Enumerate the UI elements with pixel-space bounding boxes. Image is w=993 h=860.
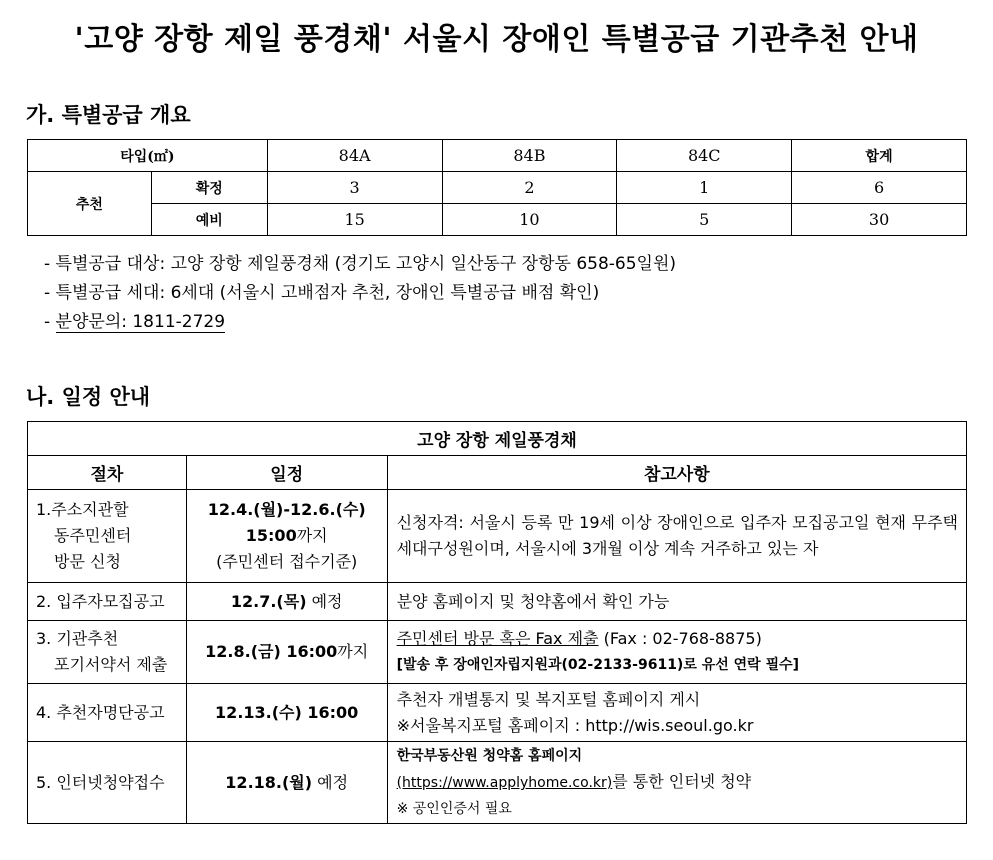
schedule-suffix: 예정: [306, 591, 343, 611]
procedure-cell: [28, 583, 187, 621]
table-cell: 2: [442, 172, 617, 204]
row-group-label: 추천: [28, 172, 152, 236]
schedule-date: 12.8.(금) 16:00: [205, 642, 338, 661]
column-header: 참고사항: [387, 456, 966, 490]
schedule-date: 12.4.(월)-12.6.(수): [207, 500, 366, 519]
schedule-cell: [186, 583, 387, 621]
procedure-line: 포기서약서 제출: [54, 655, 168, 674]
section-heading-overview: 가. 특별공급 개요: [26, 103, 191, 127]
table-cell: 3: [267, 172, 442, 204]
table-row: [28, 490, 967, 583]
table-cell: 30: [792, 204, 967, 236]
remarks-cell: [387, 583, 966, 621]
procedure-line: 5. 인터넷청약접수: [36, 772, 165, 792]
column-header: 84C: [617, 140, 792, 172]
procedure-line: 2. 입주자모집공고: [36, 591, 165, 611]
remarks-cell: [387, 684, 966, 742]
table-row: [28, 583, 967, 621]
schedule-suffix: 까지: [296, 526, 328, 545]
schedule-date: 12.13.(수) 16:00: [215, 702, 359, 722]
table-cell: 6: [792, 172, 967, 204]
column-header: 84B: [442, 140, 617, 172]
table-cell: 5: [617, 204, 792, 236]
procedure-line: 방문 신청: [54, 552, 121, 571]
schedule-cell: [186, 742, 387, 824]
table-cell: 1: [617, 172, 792, 204]
procedure-cell: [28, 684, 187, 742]
schedule-date: 12.7.(목): [230, 591, 307, 611]
remarks-note: ※ 공인인증서 필요: [396, 801, 512, 817]
applyhome-link[interactable]: (https://www.applyhome.co.kr): [396, 775, 613, 791]
schedule-date: 12.18.(월): [225, 772, 313, 792]
remarks-text: 분양 홈페이지 및 청약홈에서 확인 가능: [396, 591, 670, 611]
remarks-warning: [발송 후 장애인자립지원과(02-2133-9611)로 유선 연락 필수]: [396, 657, 800, 673]
column-header: 절차: [28, 456, 187, 490]
table-row: [28, 621, 967, 684]
row-label: 예비: [151, 204, 267, 236]
procedure-line: 동주민센터: [54, 526, 132, 545]
remarks-cell: [387, 621, 966, 684]
schedule-suffix: 까지: [337, 642, 369, 661]
column-header: 합계: [792, 140, 967, 172]
row-label: 확정: [151, 172, 267, 204]
contact-text: 분양문의: 1811-2729: [55, 312, 226, 332]
remarks-text: 신청자격: 서울시 등록 만 19세 이상 장애인으로 입주자 모집공고일 현재 무주택 세대구성원이며, 서울시에 3개월 이상 계속 거주하고 있는 자: [396, 513, 958, 558]
table-cell: 10: [442, 204, 617, 236]
table-caption: 고양 장항 제일풍경채: [28, 422, 967, 456]
fax-number: (Fax : 02-768-8875): [598, 629, 762, 648]
schedule-cell: [186, 684, 387, 742]
remarks-text: 한국부동산원 청약홈 홈페이지: [396, 748, 583, 764]
procedure-line: 3. 기관추천: [36, 629, 119, 648]
column-header: 84A: [267, 140, 442, 172]
remarks-text: 주민센터 방문 혹은 Fax 제출: [396, 629, 599, 648]
schedule-cell: [186, 621, 387, 684]
supply-overview-table: [27, 139, 967, 236]
table-row: [28, 172, 967, 204]
caption-row: [28, 422, 967, 456]
procedure-line: 4. 추천자명단공고: [36, 702, 165, 722]
table-row: [28, 742, 967, 824]
procedure-cell: [28, 490, 187, 583]
contact-prefix: -: [44, 312, 56, 332]
remarks-cell: [387, 742, 966, 824]
remarks-url: ※서울복지포털 홈페이지 : http://wis.seoul.go.kr: [396, 715, 754, 735]
note-line: - 특별공급 대상: 고양 장항 제일풍경채 (경기도 고양시 일산동구 장항동 658-65일원): [44, 254, 677, 274]
table-header-row: [28, 140, 967, 172]
table-row: [28, 684, 967, 742]
remarks-text: 추천자 개별통지 및 복지포털 홈페이지 게시: [396, 689, 701, 709]
table-header-row: [28, 456, 967, 490]
schedule-table: [27, 421, 967, 824]
type-label: 타입(㎡): [28, 140, 268, 172]
note-line: - 특별공급 세대: 6세대 (서울시 고배점자 추천, 장애인 특별공급 배점 확인): [44, 283, 600, 303]
contact-line: [44, 308, 676, 337]
page-title: '고양 장항 제일 풍경채' 서울시 장애인 특별공급 기관추천 안내: [74, 22, 919, 57]
procedure-line: 1.주소지관할: [36, 500, 129, 519]
schedule-time: 15:00: [245, 526, 297, 545]
procedure-cell: [28, 621, 187, 684]
section-heading-schedule: 나. 일정 안내: [26, 385, 151, 409]
remarks-text: 를 통한 인터넷 청약: [612, 772, 752, 791]
schedule-cell: [186, 490, 387, 583]
column-header: 일정: [186, 456, 387, 490]
table-row: [28, 204, 967, 236]
procedure-cell: [28, 742, 187, 824]
remarks-cell: [387, 490, 966, 583]
overview-notes: [44, 250, 676, 337]
table-cell: 15: [267, 204, 442, 236]
schedule-note: (주민센터 접수기준): [216, 552, 358, 571]
schedule-suffix: 예정: [312, 772, 349, 792]
